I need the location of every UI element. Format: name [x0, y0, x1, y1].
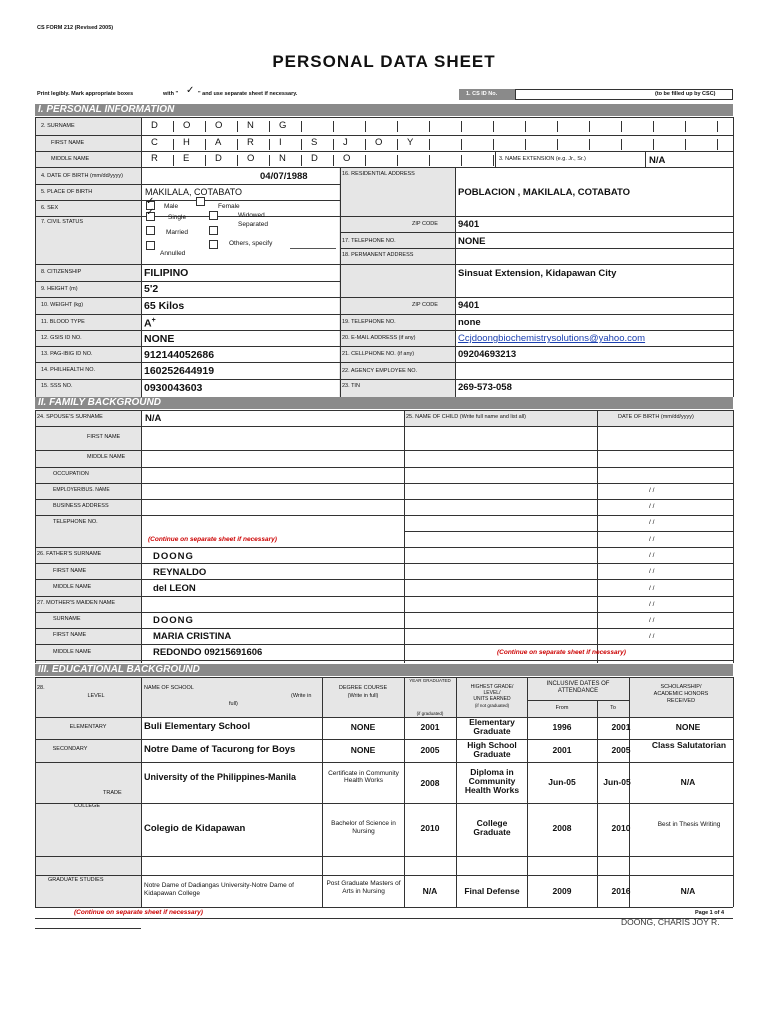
tin-label: 23. TIN	[342, 383, 360, 389]
surname-boxes[interactable]	[141, 119, 733, 133]
sss-label: 15. SSS NO.	[41, 383, 73, 389]
spouse-surname-label: 24. SPOUSE'S SURNAME	[37, 414, 103, 420]
child-dob-placeholder[interactable]: / /	[649, 487, 655, 494]
letter-box-divider	[173, 121, 174, 132]
family-row-line	[35, 426, 733, 427]
cellphone-label: 21. CELLPHONE NO. (if any)	[342, 351, 415, 357]
letter-box-divider	[397, 121, 398, 132]
business-address-label: BUSINESS ADDRESS	[53, 503, 109, 509]
edu-year-secondary[interactable]: 2005	[420, 745, 440, 755]
surname-letter: G	[279, 120, 287, 131]
middlename-boxes[interactable]	[141, 153, 495, 167]
family-row-line	[35, 515, 733, 516]
edu-honors-secondary[interactable]: Class Salutatorian	[651, 740, 727, 750]
child-dob-placeholder[interactable]: / /	[649, 568, 655, 575]
letter-box-divider	[493, 139, 494, 150]
mother-middlename-label: MIDDLE NAME	[53, 649, 92, 655]
edu-from-header: From	[555, 705, 569, 711]
edu-level-vocational: TRADE	[103, 790, 122, 796]
instruction-mid: with "	[163, 91, 179, 97]
letter-box-divider	[621, 121, 622, 132]
edu-school-header-c: full)	[229, 701, 238, 707]
mother-surname-label: SURNAME	[53, 616, 81, 622]
philhealth-value[interactable]: 160252644919	[144, 365, 215, 377]
firstname-boxes[interactable]	[141, 137, 733, 151]
page-number: Page 1 of 4	[695, 910, 725, 916]
edu-school-header-b: (Write in	[291, 693, 312, 699]
edu-level-elementary: ELEMENTARY	[69, 724, 107, 730]
child-dob-placeholder[interactable]: / /	[649, 536, 655, 543]
email-value[interactable]: Ccjdoongbiochemistrysolutions@yahoo.com	[458, 333, 646, 344]
civil-separated-checkbox[interactable]	[209, 226, 218, 235]
blood-type-letter: A	[144, 317, 152, 330]
middlename-label: MIDDLE NAME	[51, 156, 90, 162]
family-row-line	[35, 450, 733, 451]
edu-school-elementary[interactable]: Buli Elementary School	[144, 721, 251, 732]
edu-from-elementary[interactable]: 1996	[552, 722, 572, 732]
mother-surname-value[interactable]: DOONG	[153, 615, 194, 626]
section-family-background: II. FAMILY BACKGROUND	[35, 397, 733, 409]
edu-to-header: To	[610, 705, 616, 711]
child-dob-placeholder[interactable]: / /	[649, 519, 655, 526]
family-row-line	[35, 467, 733, 468]
spouse-telephone-label: TELEPHONE NO.	[53, 519, 98, 525]
family-row-line	[35, 499, 733, 500]
letter-box-divider	[653, 121, 654, 132]
name-extension-value[interactable]: N/A	[649, 155, 666, 166]
edu-highest-vocational[interactable]: Diploma in Community Health Works	[464, 767, 520, 795]
edu-to-graduate[interactable]: 2016	[611, 886, 631, 896]
letter-box-divider	[621, 139, 622, 150]
agency-employee-label: 22. AGENCY EMPLOYEE NO.	[342, 368, 418, 374]
blood-type-value[interactable]	[144, 317, 156, 329]
edu-degree-college[interactable]: Bachelor of Science in Nursing	[331, 820, 396, 835]
letter-box-divider	[365, 139, 366, 150]
letter-box-divider	[333, 155, 334, 166]
letter-box-divider	[301, 139, 302, 150]
dob-label: 4. DATE OF BIRTH (mm/dd/yyyy)	[41, 173, 123, 179]
child-dob-placeholder[interactable]: / /	[649, 617, 655, 624]
res-zip-label: ZIP CODE	[412, 221, 438, 227]
edu-to-elementary[interactable]: 2001	[611, 722, 631, 732]
letter-box-divider	[205, 139, 206, 150]
edu-highest-header-b: LEVEL/	[483, 690, 501, 696]
page-title: PERSONAL DATA SHEET	[272, 52, 496, 71]
dob-value[interactable]: 04/07/1988	[260, 171, 308, 182]
pagibig-value[interactable]: 912144052686	[144, 349, 215, 361]
firstname-letter: C	[151, 137, 158, 148]
letter-box-divider	[237, 139, 238, 150]
civil-single-label: Single	[168, 214, 187, 221]
edu-dates-header-b: ATTENDANCE	[557, 688, 599, 694]
edu-year-college[interactable]: 2010	[420, 823, 440, 833]
perm-zip-label: ZIP CODE	[412, 302, 438, 308]
letter-box-divider	[205, 155, 206, 166]
civil-married-checkbox[interactable]	[146, 226, 155, 235]
letter-box-divider	[269, 121, 270, 132]
letter-box-divider	[493, 155, 494, 166]
edu-level-college: COLLEGE	[74, 803, 100, 809]
firstname-label: FIRST NAME	[51, 140, 85, 146]
letter-box-divider	[429, 155, 430, 166]
letter-box-divider	[237, 121, 238, 132]
tel2-label: 19. TELEPHONE NO.	[342, 319, 396, 325]
blood-type-label: 11. BLOOD TYPE	[41, 319, 85, 325]
cs-id-note: (to be filled up by CSC)	[655, 91, 716, 97]
edu-school-graduate[interactable]: Notre Dame of Dadiangas University-Notre Dame of Kidapawan College	[144, 882, 294, 897]
citizenship-label: 8. CITIZENSHIP	[41, 269, 82, 275]
edu-from-secondary[interactable]: 2001	[552, 745, 572, 755]
letter-box-divider	[301, 121, 302, 132]
occupation-label: OCCUPATION	[53, 471, 89, 477]
edu-highest-header-d: (if not graduated)	[474, 703, 510, 708]
checkmark-icon: ✓	[146, 196, 155, 207]
cs-id-label: 1. CS ID No.	[466, 91, 498, 97]
letter-box-divider	[173, 139, 174, 150]
mother-firstname-value[interactable]: MARIA CRISTINA	[153, 631, 232, 642]
mother-middlename-value[interactable]: REDONDO 09215691606	[153, 647, 263, 658]
pob-label: 5. PLACE OF BIRTH	[41, 189, 93, 195]
letter-box-divider	[717, 121, 718, 132]
edu-year-header: YEAR GRADUATED	[409, 678, 451, 683]
edu-year-header-b: (if graduated)	[416, 711, 444, 716]
middlename-letter: O	[247, 153, 255, 164]
child-dob-placeholder[interactable]: / /	[649, 633, 655, 640]
letter-box-divider	[333, 121, 334, 132]
middlename-letter: D	[215, 153, 222, 164]
sex-label: 6. SEX	[41, 205, 59, 211]
form-code: CS FORM 212 (Revised 2005)	[37, 25, 114, 31]
edu-school-vocational[interactable]: University of the Philippines-Manila	[144, 772, 297, 782]
tel1-label: 17. TELEPHONE NO.	[342, 238, 396, 244]
edu-highest-header-c: UNITS EARNED	[473, 696, 511, 702]
edu-honors-college[interactable]: Best in Thesis Writing	[657, 821, 721, 828]
father-surname-value[interactable]: DOONG	[153, 551, 194, 562]
cellphone-value[interactable]: 09204693213	[458, 349, 517, 360]
middlename-letter: O	[343, 153, 351, 164]
edu-honors-vocational[interactable]: N/A	[680, 777, 696, 787]
letter-box-divider	[685, 121, 686, 132]
child-dob-placeholder[interactable]: / /	[649, 585, 655, 592]
instruction-left: Print legibly. Mark appropriate boxes	[37, 91, 134, 97]
footer-name: DOONG, CHARIS JOY R.	[621, 917, 720, 927]
mother-maiden-label: 27. MOTHER'S MAIDEN NAME	[37, 600, 116, 606]
letter-box-divider	[365, 155, 366, 166]
letter-box-divider	[589, 139, 590, 150]
surname-letter: O	[183, 120, 191, 131]
section-personal-information: I. PERSONAL INFORMATION	[35, 104, 733, 116]
tel2-value[interactable]: none	[458, 317, 481, 328]
family-row-line	[35, 628, 733, 629]
letter-box-divider	[429, 139, 430, 150]
residential-address-value[interactable]: POBLACION , MAKILALA, COTABATO	[458, 187, 631, 198]
letter-box-divider	[205, 121, 206, 132]
tin-value[interactable]: 269-573-058	[458, 382, 512, 393]
firstname-letter: S	[311, 137, 318, 148]
letter-box-divider	[269, 139, 270, 150]
edu-school-college[interactable]: Colegio de Kidapawan	[144, 823, 246, 834]
section-educational-background: III. EDUCATIONAL BACKGROUND	[35, 664, 733, 676]
philhealth-label: 14. PHILHEALTH NO.	[41, 367, 95, 373]
edu-to-secondary[interactable]: 2005	[611, 745, 631, 755]
civil-status-label: 7. CIVIL STATUS	[41, 219, 84, 225]
checkmark-icon: ✓	[186, 85, 195, 96]
civil-widowed-label: Widowed	[238, 212, 265, 219]
continue-note-education: (Continue on separate sheet if necessary)	[74, 909, 203, 916]
surname-letter: D	[151, 120, 158, 131]
pagibig-label: 13. PAG-IBIG ID NO.	[41, 351, 93, 357]
surname-letter: N	[247, 120, 254, 131]
sss-value[interactable]: 0930043603	[144, 382, 203, 394]
weight-value[interactable]: 65 Kilos	[144, 300, 185, 312]
letter-box-divider	[333, 139, 334, 150]
perm-zip-value[interactable]: 9401	[458, 300, 480, 311]
name-extension-label: 3. NAME EXTENSION (e.g. Jr., Sr.)	[499, 156, 586, 162]
pob-value[interactable]: MAKILALA, COTABATO	[145, 187, 243, 197]
edu-year-graduate[interactable]: N/A	[422, 886, 438, 896]
child-dob-label: DATE OF BIRTH (mm/dd/yyyy)	[618, 414, 694, 420]
surname-label: 2. SURNAME	[41, 123, 75, 129]
family-row-line	[35, 660, 733, 661]
letter-box-divider	[685, 139, 686, 150]
letter-box-divider	[525, 121, 526, 132]
child-dob-placeholder[interactable]: / /	[649, 503, 655, 510]
sex-male-label: Male	[164, 203, 179, 210]
instruction-right: " and use separate sheet if necessary.	[198, 91, 298, 97]
edu-honors-header-b: ACADEMIC HONORS	[653, 691, 709, 697]
child-dob-placeholder[interactable]: / /	[649, 552, 655, 559]
edu-degree-graduate[interactable]: Post Graduate Masters of Arts in Nursing	[326, 880, 401, 895]
civil-annulled-checkbox[interactable]	[146, 241, 155, 250]
letter-box-divider	[429, 121, 430, 132]
letter-box-divider	[397, 155, 398, 166]
family-row-line	[35, 579, 733, 580]
spouse-middlename-label: MIDDLE NAME	[87, 454, 126, 460]
edu-from-vocational[interactable]: Jun-05	[548, 777, 576, 787]
sex-female-checkbox[interactable]	[196, 197, 205, 206]
child-dob-placeholder[interactable]: / /	[649, 601, 655, 608]
firstname-letter: J	[343, 137, 348, 148]
civil-annulled-label: Annulled	[160, 250, 186, 257]
letter-box-divider	[173, 155, 174, 166]
letter-box-divider	[301, 155, 302, 166]
edu-degree-secondary[interactable]: NONE	[350, 745, 376, 755]
children-label: 25. NAME OF CHILD (Write full name and list all)	[406, 414, 527, 420]
weight-label: 10. WEIGHT (kg)	[41, 302, 84, 308]
letter-box-divider	[653, 139, 654, 150]
edu-honors-header: SCHOLARSHIP/	[660, 684, 702, 690]
middlename-letter: N	[279, 153, 286, 164]
employer-label: EMPLOYER/BUS. NAME	[53, 487, 110, 493]
edu-to-vocational[interactable]: Jun-05	[603, 777, 631, 787]
edu-highest-elementary[interactable]: Elementary Graduate	[469, 717, 515, 736]
edu-degree-elementary[interactable]: NONE	[350, 722, 376, 732]
edu-degree-header-b: (Write in full)	[347, 693, 379, 699]
edu-highest-college[interactable]: College Graduate	[473, 818, 511, 837]
sex-female-label: Female	[218, 203, 240, 210]
letter-box-divider	[461, 121, 462, 132]
middlename-letter: R	[151, 153, 158, 164]
letter-box-divider	[589, 121, 590, 132]
firstname-letter: Y	[407, 137, 414, 148]
firstname-letter: R	[247, 137, 254, 148]
citizenship-value[interactable]: FILIPINO	[144, 267, 189, 279]
family-row-line	[35, 596, 733, 597]
edu-school-secondary[interactable]: Notre Dame of Tacurong for Boys	[144, 744, 296, 755]
firstname-letter: A	[215, 137, 222, 148]
surname-letter: O	[215, 120, 223, 131]
letter-box-divider	[237, 155, 238, 166]
edu-dates-header: INCLUSIVE DATES OF	[546, 681, 610, 687]
edu-highest-header: HIGHEST GRADE/	[470, 684, 514, 690]
letter-box-divider	[365, 121, 366, 132]
middlename-letter: E	[183, 153, 190, 164]
gsis-label: 12. GSIS ID NO.	[41, 335, 82, 341]
edu-year-elementary[interactable]: 2001	[420, 722, 440, 732]
edu-year-vocational[interactable]: 2008	[420, 778, 440, 788]
spouse-firstname-label: FIRST NAME	[87, 434, 121, 440]
letter-box-divider	[557, 121, 558, 132]
edu-number: 28.	[37, 685, 45, 691]
letter-box-divider	[493, 121, 494, 132]
family-row-line	[404, 531, 733, 532]
continue-note-family: (Continue on separate sheet if necessary)	[148, 536, 277, 543]
email-label: 20. E-MAIL ADDRESS (if any)	[342, 335, 416, 341]
letter-box-divider	[461, 139, 462, 150]
permanent-address-value[interactable]: Sinsuat Extension, Kidapawan City	[458, 268, 617, 279]
edu-to-college[interactable]: 2010	[611, 823, 631, 833]
civil-others-checkbox[interactable]	[209, 240, 218, 249]
edu-honors-elementary[interactable]: NONE	[675, 722, 701, 732]
edu-level-header: LEVEL	[87, 693, 105, 699]
family-row-line	[35, 612, 733, 613]
letter-box-divider	[397, 139, 398, 150]
mother-firstname-label: FIRST NAME	[53, 632, 87, 638]
gsis-value[interactable]: NONE	[144, 333, 175, 345]
family-row-line	[35, 563, 733, 564]
family-row-line	[35, 644, 733, 645]
father-middlename-label: MIDDLE NAME	[53, 584, 92, 590]
family-row-line	[35, 547, 733, 548]
family-row-line	[35, 483, 733, 484]
edu-degree-vocational[interactable]: Certificate in Community Health Works	[328, 770, 399, 784]
edu-from-graduate[interactable]: 2009	[552, 886, 572, 896]
residential-address-label: 16. RESIDENTIAL ADDRESS	[342, 171, 415, 177]
edu-level-graduate: GRADUATE STUDIES	[48, 877, 104, 883]
letter-box-divider	[525, 139, 526, 150]
edu-honors-graduate[interactable]: N/A	[680, 886, 696, 896]
tel1-value[interactable]: NONE	[458, 236, 486, 247]
edu-from-college[interactable]: 2008	[552, 823, 572, 833]
letter-box-divider	[717, 139, 718, 150]
father-firstname-value[interactable]: REYNALDO	[153, 567, 207, 578]
civil-married-label: Married	[166, 229, 189, 236]
firstname-letter: H	[183, 137, 190, 148]
civil-separated-label: Separated	[238, 221, 268, 228]
edu-degree-header: DEGREE COURSE	[338, 685, 388, 691]
firstname-letter: O	[375, 137, 383, 148]
continue-note-children: (Continue on separate sheet if necessary)	[497, 649, 626, 656]
res-zip-value[interactable]: 9401	[458, 219, 480, 230]
edu-highest-secondary[interactable]: High School Graduate	[467, 740, 517, 759]
height-label: 9. HEIGHT (m)	[41, 286, 78, 292]
permanent-address-label: 18. PERMANENT ADDRESS	[342, 252, 414, 258]
letter-box-divider	[557, 139, 558, 150]
edu-highest-graduate[interactable]: Final Defense	[464, 886, 520, 896]
civil-widowed-checkbox[interactable]	[209, 211, 218, 220]
letter-box-divider	[269, 155, 270, 166]
spouse-surname-value[interactable]: N/A	[145, 413, 162, 424]
height-value[interactable]: 5'2	[144, 283, 159, 295]
checkmark-icon: ✓	[146, 207, 155, 218]
letter-box-divider	[461, 155, 462, 166]
edu-school-header: NAME OF SCHOOL	[144, 685, 194, 691]
father-surname-label: 26. FATHER'S SURNAME	[37, 551, 102, 557]
edu-honors-header-c: RECEIVED	[666, 698, 696, 704]
edu-level-secondary: SECONDARY	[52, 746, 88, 752]
family-row-line	[35, 410, 733, 411]
firstname-letter: I	[279, 137, 282, 148]
father-middlename-value[interactable]: del LEON	[153, 583, 196, 594]
middlename-letter: D	[311, 153, 318, 164]
civil-others-label: Others, specify	[229, 240, 273, 247]
father-firstname-label: FIRST NAME	[53, 568, 87, 574]
blood-type-rh: +	[151, 317, 156, 324]
